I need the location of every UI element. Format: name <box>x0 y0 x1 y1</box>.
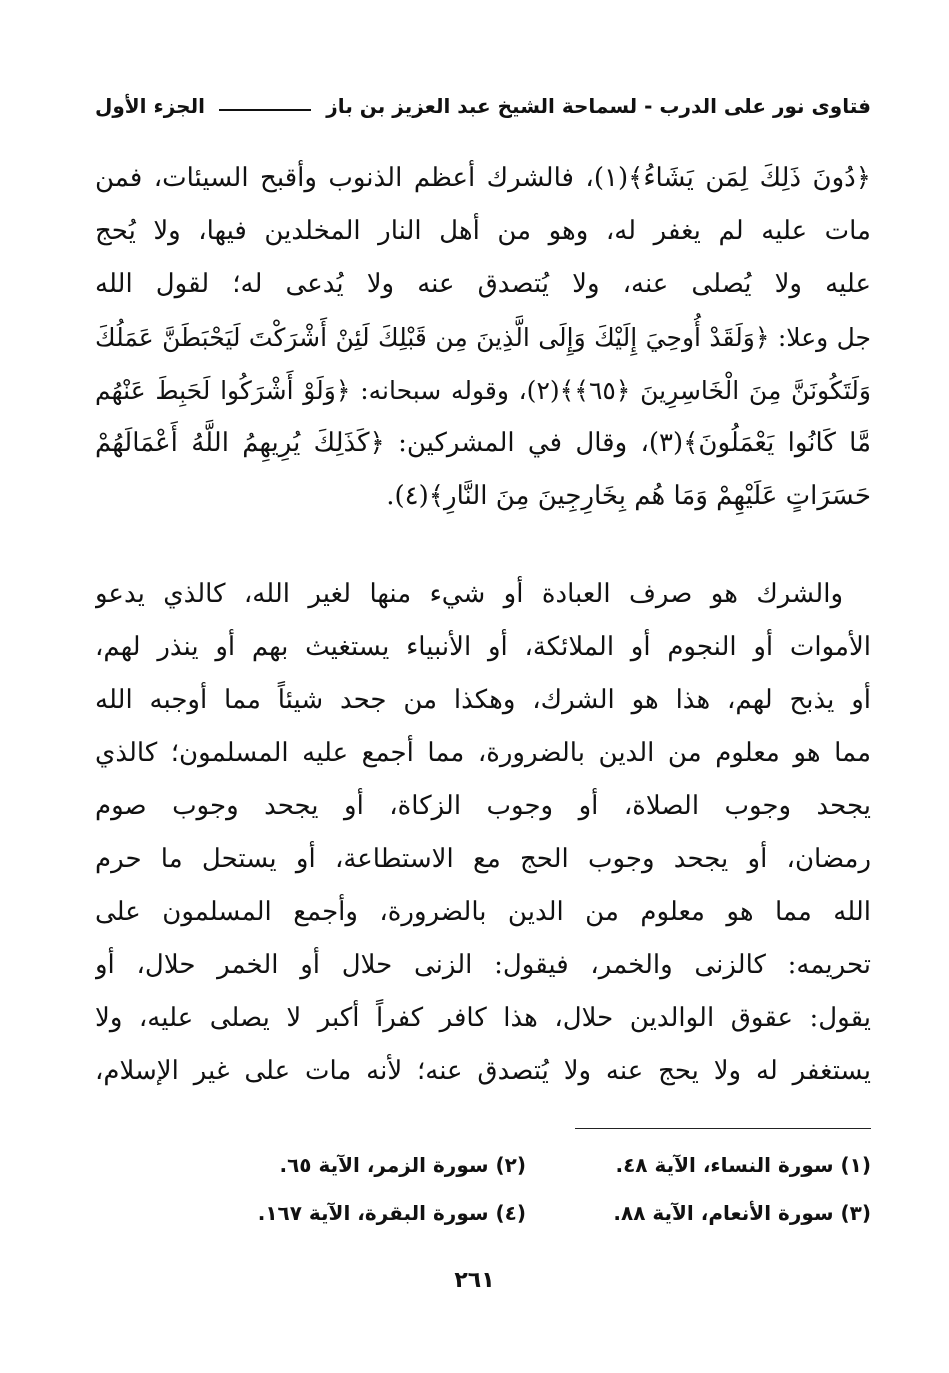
text-line: يجحد وجوب الصلاة، أو وجوب الزكاة، أو يجحد وجوب صوم <box>95 791 871 821</box>
text-line: مَّا كَانُوا يَعْمَلُونَ﴾(٣)، وقال في المشركين: ﴿كَذَلِكَ يُرِيهِمُ اللَّهُ أَعْمَالَهُمْ <box>95 428 871 458</box>
footnote-divider <box>575 1128 871 1129</box>
running-header <box>95 92 871 128</box>
text-line: ﴿دُونَ ذَلِكَ لِمَن يَشَاءُ﴾(١)، فالشرك أعظم الذنوب وأقبح السيئات، فمن <box>95 163 871 193</box>
footnote-3: (٣) سورة الأنعام، الآية ٨٨. <box>613 1201 871 1225</box>
paragraph-1 <box>95 152 871 523</box>
text-line: وَلَتَكُونَنَّ مِنَ الْخَاسِرِينَ ﴿٦٥﴾﴾(٢)، وقوله سبحانه: ﴿وَلَوْ أَشْرَكُوا لَحَبِطَ عَنْهُم <box>95 376 871 405</box>
text-line: مات عليه لم يغفر له، وهو من أهل النار المخلدين فيها، ولا يُحج <box>95 216 871 246</box>
header-title: فتاوى نور على الدرب - لسماحة الشيخ عبد العزيز بن باز <box>326 94 871 118</box>
header-rule <box>219 109 311 111</box>
page-number: ٢٦١ <box>454 1268 495 1293</box>
text-line: الله مما هو معلوم من الدين بالضرورة، وأجمع المسلمون على <box>95 897 871 927</box>
text-line: عليه ولا يُصلى عنه، ولا يُتصدق عنه ولا يُدعى له؛ لقول الله <box>95 269 871 299</box>
text-line: يقول: عقوق الوالدين حلال، هذا كافر كفراً أكبر لا يصلى عليه، ولا <box>95 1003 871 1033</box>
text-line: أو يذبح لهم، هذا هو الشرك، وهكذا من جحد شيئاً مما أوجبه الله <box>95 685 871 715</box>
header-volume: الجزء الأول <box>95 94 205 118</box>
text-line: تحريمه: كالزنى والخمر، فيقول: الزنى حلال أو الخمر حلال، أو <box>95 950 871 980</box>
text-line: مما هو معلوم من الدين بالضرورة، مما أجمع عليه المسلمون؛ كالذي <box>95 738 871 768</box>
paragraph-2 <box>95 568 871 1098</box>
text-line: يستغفر له ولا يحج عنه ولا يُتصدق عنه؛ لأنه مات على غير الإسلام، <box>95 1056 871 1086</box>
footnote-4: (٤) سورة البقرة، الآية ١٦٧. <box>257 1201 526 1225</box>
footnote-row <box>171 1145 871 1193</box>
footnote-1: (١) سورة النساء، الآية ٤٨. <box>615 1153 871 1177</box>
footnote-row <box>171 1193 871 1241</box>
text-line: الأموات أو النجوم أو الملائكة، أو الأنبياء يستغيث بهم أو ينذر لهم، <box>95 632 871 662</box>
text-line: جل وعلا: ﴿وَلَقَدْ أُوحِيَ إِلَيْكَ وَإِلَى الَّذِينَ مِن قَبْلِكَ لَئِنْ أَشْرَكْتَ لَيَحْبَطَنَّ عَمَلُكَ <box>95 323 871 352</box>
text-line: حَسَرَاتٍ عَلَيْهِمْ وَمَا هُم بِخَارِجِينَ مِنَ النَّارِ﴾(٤). <box>386 481 871 511</box>
footnotes <box>171 1145 871 1241</box>
text-line: والشرك هو صرف العبادة أو شيء منها لغير الله، كالذي يدعو <box>95 579 843 609</box>
text-line: رمضان، أو يجحد وجوب الحج مع الاستطاعة، أو يستحل ما حرم <box>95 844 871 874</box>
footnote-2: (٢) سورة الزمر، الآية ٦٥. <box>279 1153 526 1177</box>
